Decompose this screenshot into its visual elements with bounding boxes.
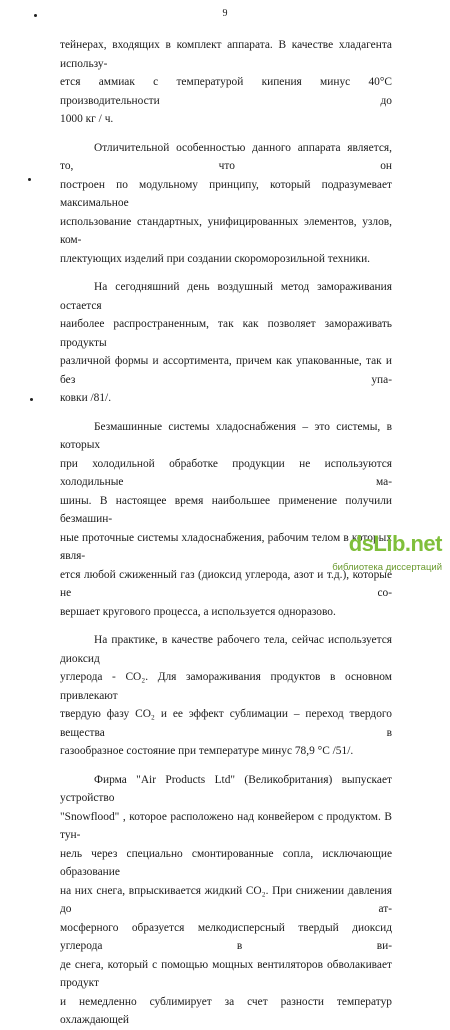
- watermark-subtitle: библиотека диссертаций: [332, 562, 442, 573]
- text-line: на них снега, впрыскивается жидкий CO₂. При снижении давления до ат-: [60, 884, 392, 915]
- text-line: различной формы и ассортимента, причем как упакованные, так и без упа-: [60, 355, 392, 386]
- text-line: тейнерах, входящих в комплект аппарата. В качестве хладагента использу-: [60, 39, 392, 70]
- text-line: Фирма "Air Products Ltd" (Великобритания) выпускает устройство: [60, 773, 392, 804]
- text-line: шины. В настоящее время наибольшее применение получили безмашин-: [60, 494, 392, 525]
- text-line: построен по модульному принципу, который подразумевает максимальное: [60, 178, 392, 209]
- text-line: Безмашинные системы хладоснабжения – это системы, в которых: [60, 420, 392, 451]
- paragraph: [60, 36, 392, 129]
- text-line: твердую фазу CO₂ и ее эффект сублимации – переход твердого вещества в: [60, 708, 392, 739]
- text-line: мосферного образуется мелкодисперсный твердый диоксид углерода в ви-: [60, 921, 392, 952]
- text-line: и немедленно сублимирует за счет разности температур охлаждающей: [60, 995, 392, 1026]
- text-line: "Snowflood" , которое расположено над конвейером с продуктом. В тун-: [60, 810, 392, 841]
- paragraph: [60, 278, 392, 408]
- text-line: вершает кругового процесса, а используется одноразово.: [60, 605, 336, 618]
- text-line: газообразное состояние при температуре минус 78,9 °С /51/.: [60, 745, 354, 757]
- page-number: 9: [222, 8, 228, 19]
- text-line: плектующих изделий при создании скороморозильной техники.: [60, 252, 371, 265]
- text-line: при холодильной обработке продукции не используются холодильные ма-: [60, 457, 392, 488]
- text-line: наиболее распространенным, так как позволяет замораживать продукты: [60, 318, 392, 349]
- paragraph: [60, 418, 392, 622]
- watermark: [324, 531, 442, 573]
- text-line: де снега, который с помощью мощных вентиляторов обволакивает продукт: [60, 958, 392, 989]
- watermark-logo: dsLib.net: [348, 531, 442, 556]
- text-line: нель через специально смонтированные сопла, исключающие образование: [60, 847, 392, 878]
- text-line: 1000 кг / ч.: [60, 113, 114, 125]
- text-line: ные проточные системы хладоснабжения, рабочим телом в которых явля-: [60, 531, 392, 562]
- scan-speck: [28, 178, 31, 181]
- paragraph: [60, 139, 392, 269]
- text-line: Отличительной особенностью данного аппарата является, то, что он: [60, 141, 392, 172]
- text-line: углерода - CO₂. Для замораживания продуктов в основном привлекают: [60, 671, 392, 702]
- text-line: ковки /81/.: [60, 392, 112, 404]
- paragraph: [60, 631, 392, 761]
- paragraph: [60, 771, 392, 1030]
- text-line: На сегодняшний день воздушный метод замораживания остается: [60, 281, 392, 312]
- text-line: ется любой сжиженный газ (диоксид углерода, азот и т.д.), которые не со-: [60, 568, 392, 599]
- text-line: На практике, в качестве рабочего тела, сейчас используется диоксид: [60, 634, 392, 665]
- scan-speck: [30, 398, 33, 401]
- text-line: ется аммиак с температурой кипения минус 40°С производительности до: [60, 76, 392, 107]
- scan-speck: [34, 14, 37, 17]
- text-line: использование стандартных, унифицированных элементов, узлов, ком-: [60, 215, 392, 246]
